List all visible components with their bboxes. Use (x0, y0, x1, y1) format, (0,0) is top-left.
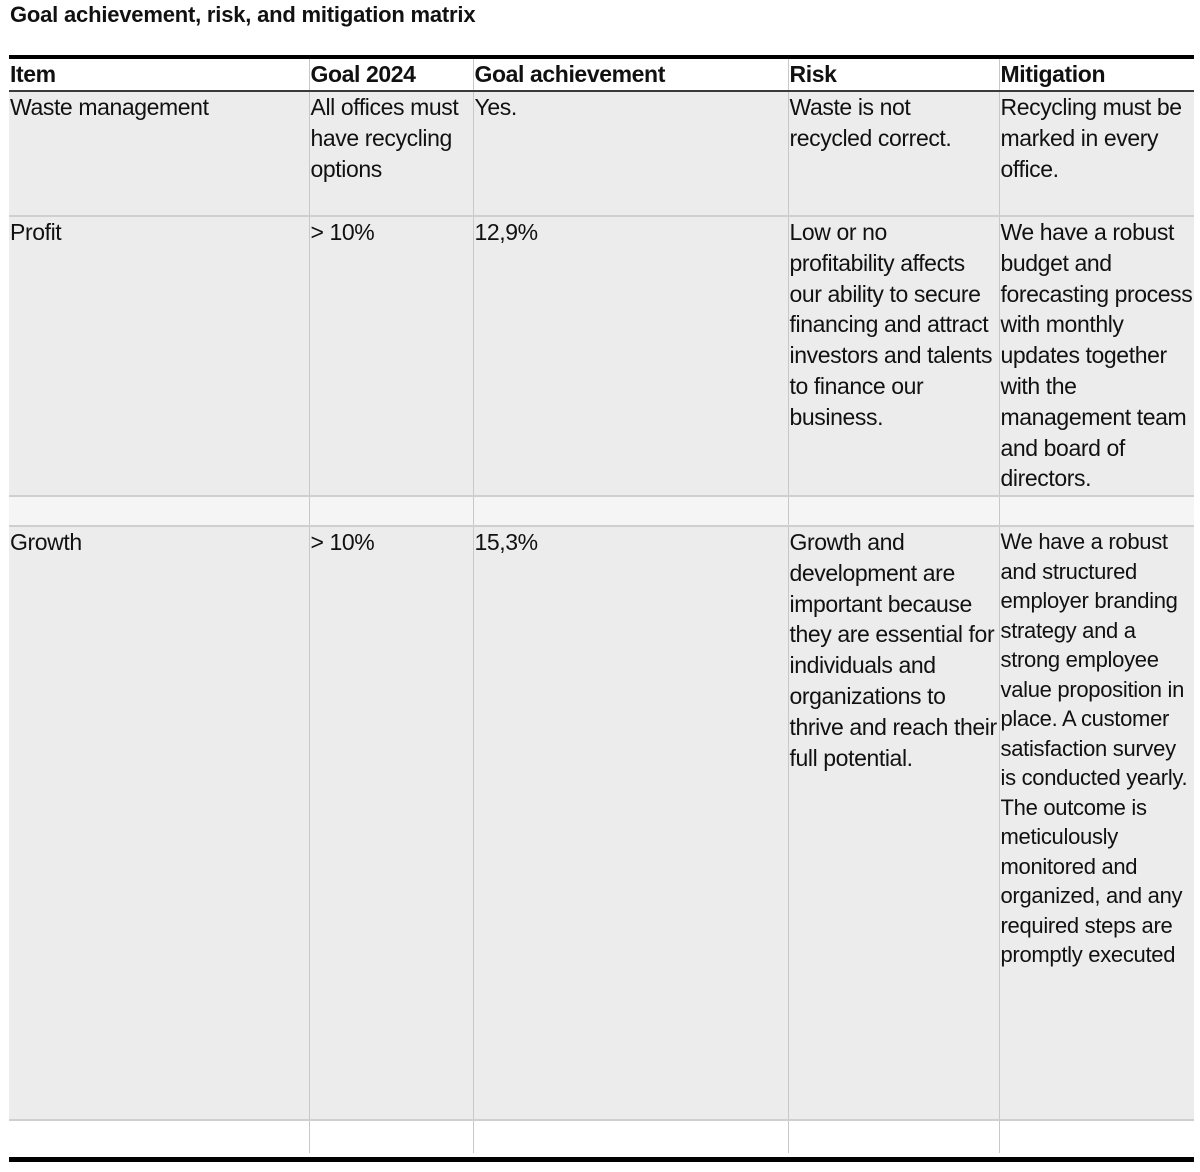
header-goal: Goal 2024 (309, 59, 473, 91)
goal-risk-mitigation-table (9, 59, 1194, 1153)
cell-achievement: 12,9% (473, 216, 788, 496)
table-row (9, 526, 1194, 1120)
empty-cell (9, 1120, 309, 1153)
empty-cell (309, 1120, 473, 1153)
document-title: Goal achievement, risk, and mitigation matrix (10, 2, 476, 27)
empty-cell (9, 496, 309, 526)
cell-mitigation: We have a robust and structured employer branding strategy and a strong employee value proposition in place. A customer satisfaction survey is conducted yearly. The outcome is meticulously monitored and organized, and any required steps are promptly executed (999, 526, 1194, 1120)
empty-cell (473, 496, 788, 526)
empty-cell (788, 496, 999, 526)
empty-row (9, 1120, 1194, 1153)
cell-mitigation: We have a robust budget and forecasting process with monthly updates together with the management team and board of directors. (999, 216, 1194, 496)
empty-cell (473, 1120, 788, 1153)
header-risk: Risk (788, 59, 999, 91)
empty-cell (788, 1120, 999, 1153)
cell-risk: Waste is not recycled correct. (788, 91, 999, 216)
table-header-row (9, 59, 1194, 91)
cell-goal: > 10% (309, 526, 473, 1120)
header-mitigation: Mitigation (999, 59, 1194, 91)
cell-item: Profit (9, 216, 309, 496)
cell-goal: > 10% (309, 216, 473, 496)
cell-risk: Low or no profitability affects our ability to secure financing and attract investors and talents to finance our business. (788, 216, 999, 496)
table-bottom-rule (9, 1157, 1194, 1162)
header-goal-achievement: Goal achievement (473, 59, 788, 91)
empty-cell (309, 496, 473, 526)
cell-risk: Growth and development are important because they are essential for individuals and organizations to thrive and reach their full potential. (788, 526, 999, 1120)
table-row (9, 216, 1194, 496)
empty-cell (999, 1120, 1194, 1153)
empty-cell (999, 496, 1194, 526)
header-item: Item (9, 59, 309, 91)
empty-row (9, 496, 1194, 526)
cell-mitigation: Recycling must be marked in every office. (999, 91, 1194, 216)
cell-item: Growth (9, 526, 309, 1120)
cell-item: Waste management (9, 91, 309, 216)
table-row (9, 91, 1194, 216)
cell-goal: All offices must have recycling options (309, 91, 473, 216)
cell-achievement: 15,3% (473, 526, 788, 1120)
cell-achievement: Yes. (473, 91, 788, 216)
